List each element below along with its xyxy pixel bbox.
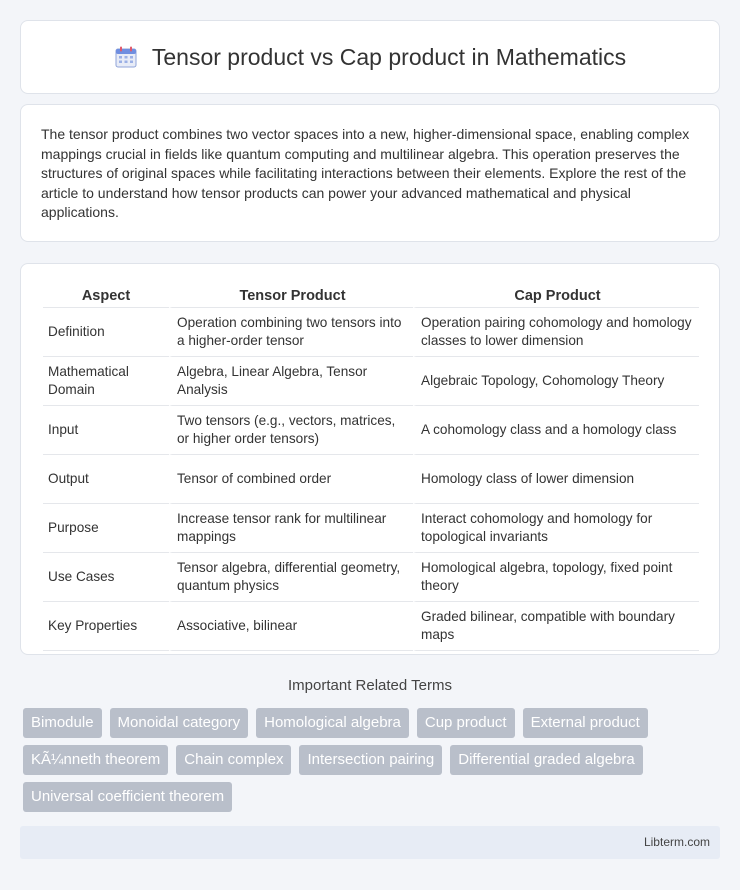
column-header-aspect: Aspect [43,286,169,308]
footer [20,826,720,859]
related-term-tag[interactable]: Differential graded algebra [450,745,643,775]
related-term-tag[interactable]: Monoidal category [110,708,249,738]
aspect-cell: Mathematical Domain [43,357,169,406]
table-row [43,602,699,651]
calendar-icon [114,45,138,69]
aspect-cell: Input [43,406,169,455]
tensor-cell: Associative, bilinear [169,602,413,651]
table-row [43,553,699,602]
cap-cell: Graded bilinear, compatible with boundary maps [413,602,699,651]
comparison-table-card [20,263,720,655]
cap-cell: Algebraic Topology, Cohomology Theory [413,357,699,406]
table-row [43,406,699,455]
title-card [20,20,720,94]
column-header-cap-product: Cap Product [413,286,699,308]
related-term-tag[interactable]: Bimodule [23,708,102,738]
table-header-row [43,286,699,308]
related-term-tag[interactable]: Chain complex [176,745,291,775]
cap-cell: Interact cohomology and homology for topological invariants [413,504,699,553]
footer-site-link[interactable]: Libterm.com [643,835,710,849]
table-row [43,455,699,504]
tensor-cell: Tensor algebra, differential geometry, quantum physics [169,553,413,602]
aspect-cell: Definition [43,308,169,357]
tensor-cell: Algebra, Linear Algebra, Tensor Analysis [169,357,413,406]
aspect-cell: Purpose [43,504,169,553]
related-term-tag[interactable]: KÃ¼nneth theorem [23,745,168,775]
table-row [43,357,699,406]
aspect-cell: Key Properties [43,602,169,651]
related-term-tag[interactable]: Universal coefficient theorem [23,782,232,812]
cap-cell: Homological algebra, topology, fixed point theory [413,553,699,602]
tensor-cell: Operation combining two tensors into a higher-order tensor [169,308,413,357]
column-header-tensor-product: Tensor Product [169,286,413,308]
related-terms-list [23,708,713,812]
tensor-cell: Increase tensor rank for multilinear mappings [169,504,413,553]
related-terms-heading: Important Related Terms [288,677,452,694]
aspect-cell: Use Cases [43,553,169,602]
intro-text: The tensor product combines two vector spaces into a new, higher-dimensional space, enabling complex mappings crucial in fields like quantum computing and multilinear algebra. This operation preserves the structures of original spaces while facilitating interactions between their elements. Explore the rest of the article to understand how tensor products can power your advanced mathematical and physical applications. [41,126,690,220]
cap-cell: Homology class of lower dimension [413,455,699,504]
cap-cell: Operation pairing cohomology and homology classes to lower dimension [413,308,699,357]
tensor-cell: Two tensors (e.g., vectors, matrices, or higher order tensors) [169,406,413,455]
page-title: Tensor product vs Cap product in Mathematics [151,43,627,70]
cap-cell: A cohomology class and a homology class [413,406,699,455]
intro-card [20,104,720,242]
related-term-tag[interactable]: Cup product [417,708,515,738]
tensor-cell: Tensor of combined order [169,455,413,504]
table-row [43,504,699,553]
table-row [43,308,699,357]
related-term-tag[interactable]: Homological algebra [256,708,409,738]
comparison-table [43,286,699,651]
related-term-tag[interactable]: External product [523,708,648,738]
related-term-tag[interactable]: Intersection pairing [299,745,442,775]
aspect-cell: Output [43,455,169,504]
